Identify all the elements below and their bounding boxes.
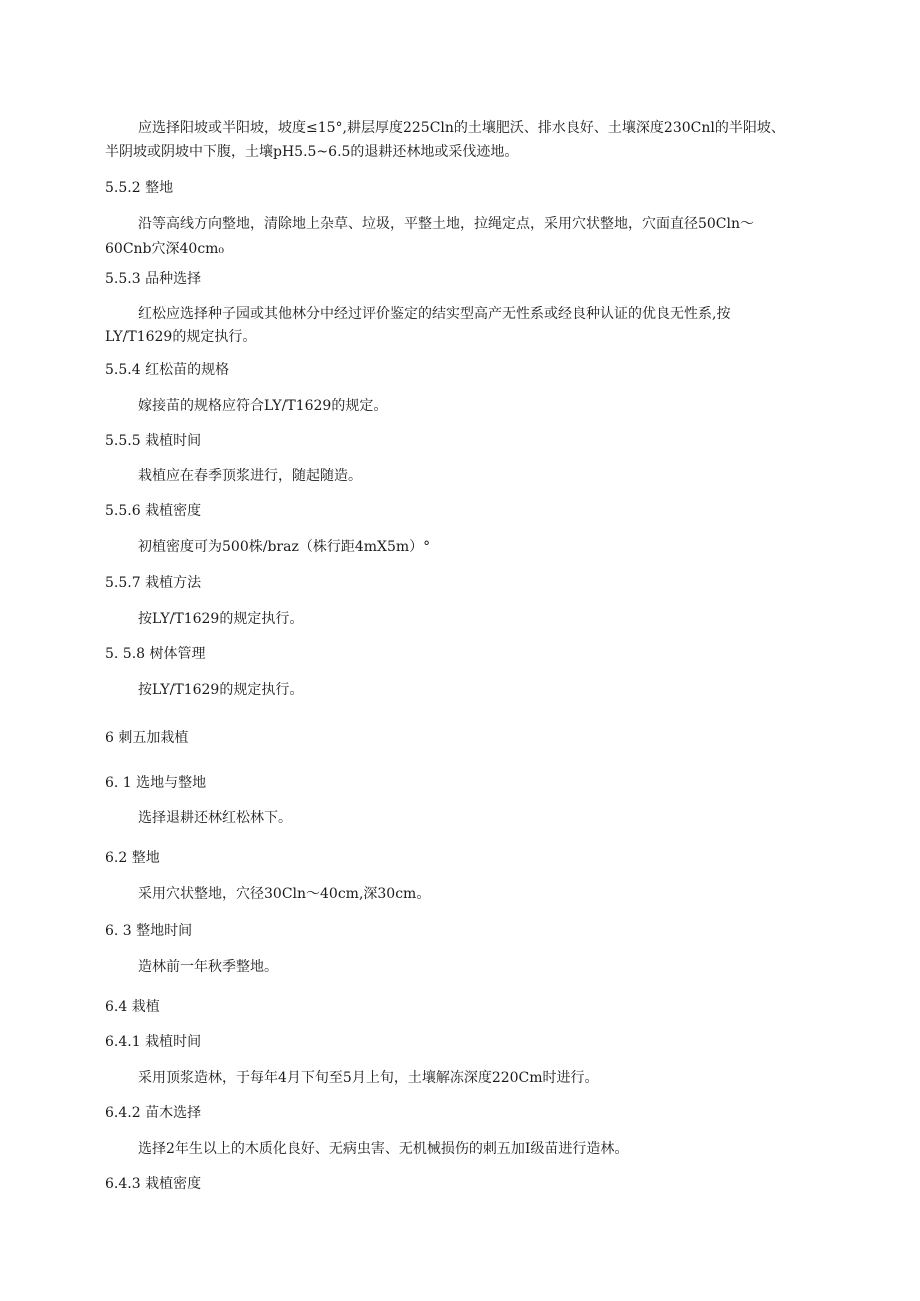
site-selection-text-line-2: 半阴坡或阴坡中下腹，土壤pH5.5~6.5的退耕还林地或采伐迹地。 (105, 144, 519, 160)
section-heading-5-5-8: 5. 5.8 树体管理 (105, 646, 206, 662)
section-heading-5-5-7: 5.5.7 栽植方法 (105, 575, 202, 591)
site-selection-6-1-text: 选择退耕还林红松林下。 (138, 810, 292, 826)
seedling-selection-6-4-2-text: 选择2年生以上的木质化良好、无病虫害、无机械损伤的刺五加I级苗进行造林。 (138, 1141, 629, 1157)
section-heading-6-3: 6. 3 整地时间 (105, 923, 193, 939)
section-heading-6-4-1: 6.4.1 栽植时间 (105, 1034, 202, 1050)
section-heading-5-5-6: 5.5.6 栽植密度 (105, 503, 202, 519)
planting-time-text: 栽植应在春季顶浆进行，随起随造。 (138, 468, 362, 484)
section-heading-6-2: 6.2 整地 (105, 850, 160, 866)
prep-time-6-3-text: 造林前一年秋季整地。 (138, 959, 278, 975)
section-heading-5-5-2: 5.5.2 整地 (105, 180, 174, 196)
tree-management-text: 按LY/T1629的规定执行。 (138, 682, 304, 698)
land-prep-text-line-2: 60Cnb穴深40cm₀ (105, 241, 225, 257)
section-heading-6-1: 6. 1 选地与整地 (105, 775, 207, 791)
section-heading-6-4-3: 6.4.3 栽植密度 (105, 1176, 202, 1192)
section-heading-6: 6 刺五加栽植 (105, 730, 189, 746)
land-prep-6-2-text: 采用穴状整地，穴径30Cln～40cm,深30cm。 (138, 886, 431, 902)
planting-method-text: 按LY/T1629的规定执行。 (138, 611, 304, 627)
land-prep-text-line-1: 沿等高线方向整地，清除地上杂草、垃圾，平整土地，拉绳定点，采用穴状整地，穴面直径50Cln～ (138, 216, 755, 232)
planting-time-6-4-1-text: 采用顶浆造林，于每年4月下旬至5月上旬，土壤解冻深度220Cm时进行。 (138, 1070, 599, 1086)
variety-text-line-2: LY/T1629的规定执行。 (105, 329, 257, 345)
site-selection-text-line-1: 应选择阳坡或半阳坡，坡度≤15°,耕层厚度225Cln的土壤肥沃、排水良好、土壤深度230Cnl的半阳坡、 (138, 120, 785, 136)
section-heading-6-4-2: 6.4.2 苗木选择 (105, 1105, 202, 1121)
section-heading-5-5-4: 5.5.4 红松苗的规格 (105, 362, 230, 378)
section-heading-6-4: 6.4 栽植 (105, 999, 160, 1015)
variety-text-line-1: 红松应选择种子园或其他林分中经过评价鉴定的结实型高产无性系或经良种认证的优良无性系,按 (138, 306, 731, 322)
section-heading-5-5-3: 5.5.3 品种选择 (105, 271, 202, 287)
planting-density-text: 初植密度可为500株/braz（株行距4mX5m）° (138, 539, 431, 555)
section-heading-5-5-5: 5.5.5 栽植时间 (105, 433, 202, 449)
seedling-spec-text: 嫁接苗的规格应符合LY/T1629的规定。 (138, 398, 388, 414)
